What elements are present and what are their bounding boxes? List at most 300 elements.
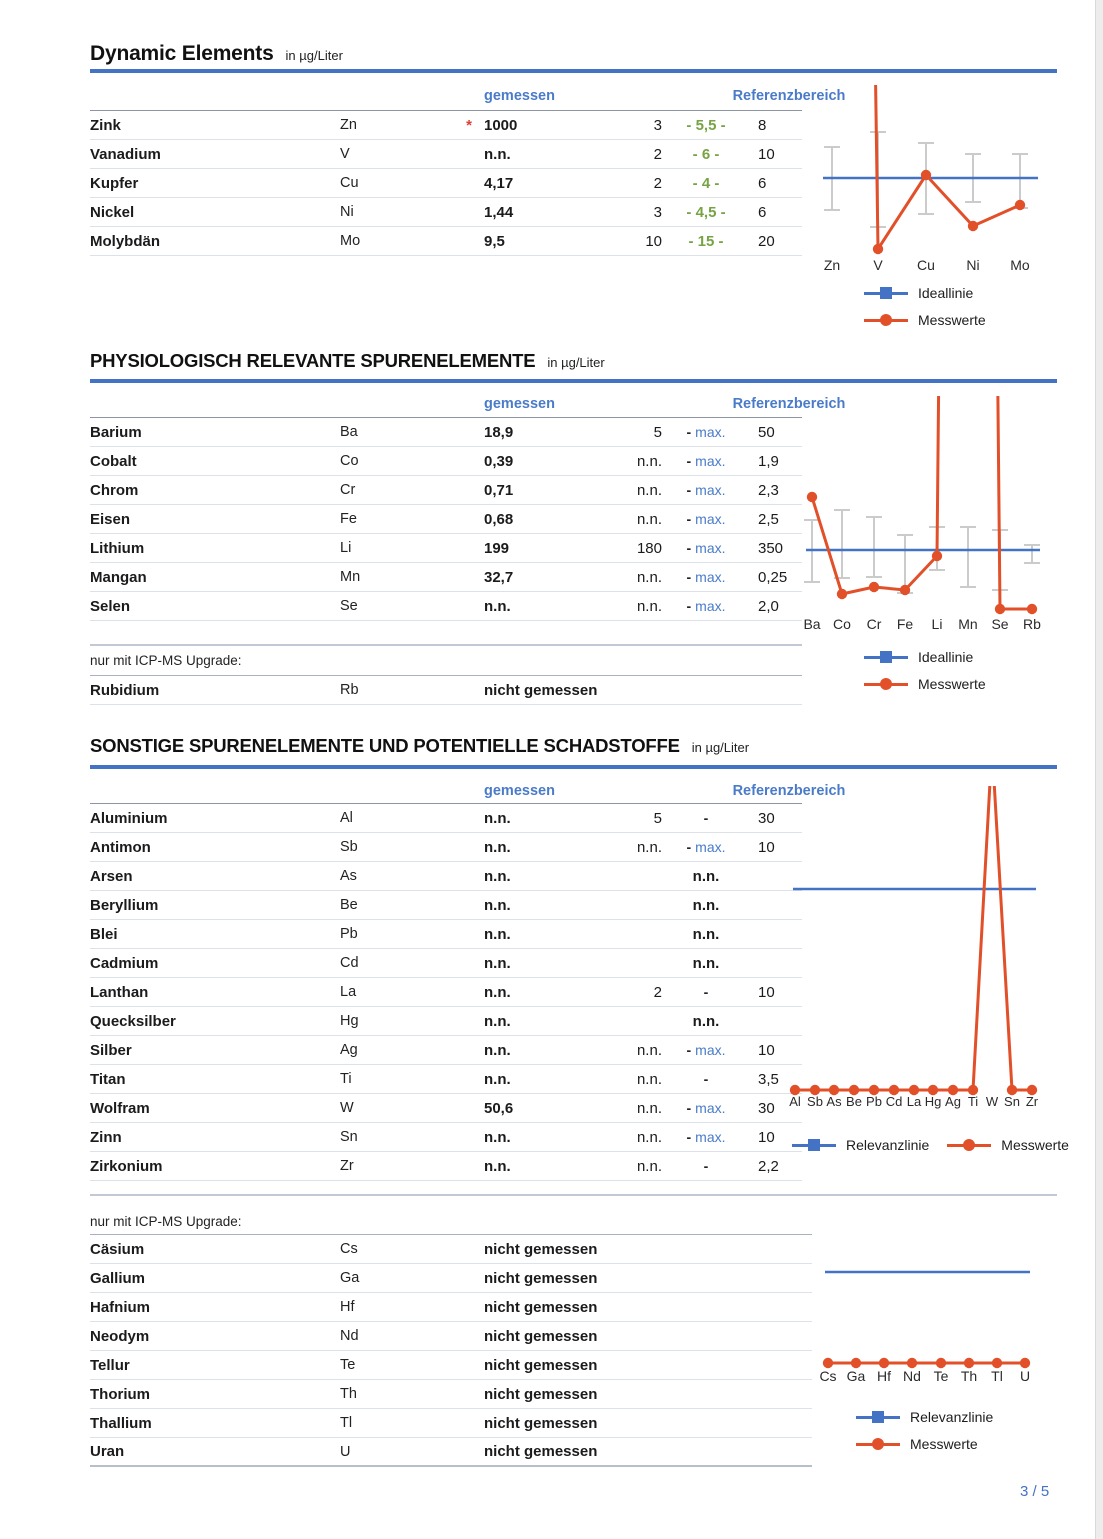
ref-dash: - (703, 1158, 709, 1174)
section-rule (90, 379, 1057, 383)
measured-value: 18,9 (484, 423, 514, 441)
ref-mid (662, 955, 750, 972)
element-symbol: As (340, 868, 357, 884)
measured-value: 1000 (484, 116, 518, 134)
measure-point (837, 589, 847, 599)
measure-point (851, 1358, 861, 1368)
ref-dash: - (686, 424, 692, 440)
ref-min: 3 (653, 116, 662, 134)
section-title-sonstige (90, 735, 749, 757)
element-name: Wolfram (90, 1099, 150, 1117)
ref-max: 3,5 (758, 1070, 779, 1088)
ref-max: 8 (758, 116, 767, 134)
chart-physiologisch (798, 396, 1048, 641)
legend-label: Messwerte (918, 312, 986, 328)
table-row (90, 1438, 812, 1467)
category-label: Tl (991, 1368, 1003, 1384)
separator-full (90, 1194, 1057, 1196)
element-name: Arsen (90, 867, 133, 885)
table-row (90, 447, 802, 476)
measure-point (1027, 604, 1037, 614)
ref-dash: - (703, 810, 709, 826)
category-label: Pb (866, 1094, 882, 1109)
element-symbol: Rb (340, 682, 359, 698)
ref-ideal-value: - 6 - (692, 145, 720, 163)
legend-label: Messwerte (910, 1436, 978, 1452)
element-symbol: Th (340, 1386, 357, 1402)
measure-point (995, 604, 1005, 614)
ref-max-label: max. (695, 511, 726, 527)
element-symbol: Zr (340, 1158, 354, 1174)
ref-mid (662, 1071, 750, 1087)
table-header-physiologisch (90, 396, 846, 418)
ref-max: 50 (758, 423, 775, 441)
measure-point (1020, 1358, 1030, 1368)
ref-max: 1,9 (758, 452, 779, 470)
measured-value: nicht gemessen (484, 1240, 598, 1258)
ref-min: n.n. (636, 838, 662, 856)
ref-nn-value: n.n. (692, 896, 720, 914)
legend-line-blue (792, 1144, 836, 1147)
legend-line-blue (864, 292, 908, 295)
ref-min: n.n. (636, 481, 662, 499)
category-label: Cd (885, 1094, 903, 1109)
ref-mid (662, 839, 750, 855)
measured-value: nicht gemessen (484, 1443, 598, 1460)
table-row (90, 949, 802, 978)
element-name: Aluminium (90, 809, 168, 827)
ref-mid (662, 868, 750, 885)
icpms-note: nur mit ICP-MS Upgrade: (90, 1214, 242, 1229)
measured-value: n.n. (484, 838, 511, 856)
circle-marker-icon (872, 1438, 884, 1450)
ref-mid (662, 926, 750, 943)
table-row (90, 1123, 802, 1152)
category-label: Zr (1025, 1094, 1039, 1109)
ref-dash: - (686, 1042, 692, 1058)
element-name: Mangan (90, 568, 147, 586)
element-name: Molybdän (90, 232, 160, 250)
table-physiologisch (90, 418, 802, 621)
legend-label: Ideallinie (918, 285, 974, 301)
section-title: SONSTIGE SPURENELEMENTE UND POTENTIELLE SCHADSTOFFE (90, 735, 680, 756)
section-rule (90, 765, 1057, 769)
square-marker-icon (880, 287, 892, 299)
ref-max-label: max. (695, 839, 726, 855)
table-row (90, 833, 802, 862)
table-row (90, 1351, 812, 1380)
element-name: Zirkonium (90, 1157, 163, 1175)
measure-point (921, 170, 931, 180)
category-label: Ba (803, 616, 821, 632)
ref-nn-value: n.n. (692, 954, 720, 972)
measure-point (1015, 200, 1025, 210)
ref-max: 10 (758, 1128, 775, 1146)
ref-mid (662, 233, 750, 250)
table-sonstige (90, 804, 802, 1181)
measured-value: n.n. (484, 983, 511, 1001)
unit-label: in µg/Liter (547, 355, 605, 370)
ref-max: 2,2 (758, 1157, 779, 1175)
ref-dash: - (686, 839, 692, 855)
measure-point (807, 492, 817, 502)
ref-dash: - (703, 1071, 709, 1087)
measure-point (936, 1358, 946, 1368)
legend-item (856, 1435, 993, 1453)
ref-mid (662, 540, 750, 556)
column-header-measured: gemessen (484, 783, 555, 799)
measure-point (823, 1358, 833, 1368)
category-label: Nd (903, 1368, 921, 1384)
table-icpms-rubidium (90, 676, 802, 705)
table-header-sonstige (90, 783, 846, 805)
table-row (90, 476, 802, 505)
category-label: Ti (967, 1094, 979, 1109)
element-symbol: Ti (340, 1071, 352, 1087)
measured-value: n.n. (484, 1070, 511, 1088)
section-title: PHYSIOLOGISCH RELEVANTE SPURENELEMENTE (90, 350, 536, 371)
ref-max-label: max. (695, 1129, 726, 1145)
legend-item (864, 648, 986, 666)
table-icpms-sonstige (90, 1235, 812, 1467)
element-name: Kupfer (90, 174, 139, 192)
element-symbol: Fe (340, 511, 357, 527)
measure-point (879, 1358, 889, 1368)
category-label: Cu (917, 257, 935, 273)
measure-line (795, 786, 1032, 1090)
table-row (90, 1235, 812, 1264)
ref-min: 5 (653, 809, 662, 827)
legend-item (856, 1408, 993, 1426)
element-name: Beryllium (90, 896, 159, 914)
section-title-physiologisch (90, 350, 605, 372)
measured-value: 199 (484, 539, 510, 557)
table-row (90, 862, 802, 891)
measured-value: nicht gemessen (484, 1414, 598, 1432)
legend-label: Ideallinie (918, 649, 974, 665)
element-symbol: Nd (340, 1328, 359, 1344)
page-title: Dynamic Elements (90, 42, 274, 65)
column-header-measured: gemessen (484, 396, 555, 412)
column-header-reference: Referenzbereich (732, 396, 846, 412)
ref-mid (662, 1013, 750, 1030)
category-label: Al (789, 1094, 801, 1109)
measured-value: 0,39 (484, 452, 514, 470)
element-name: Uran (90, 1443, 125, 1460)
ref-min: n.n. (636, 1041, 662, 1059)
measure-point (964, 1358, 974, 1368)
element-symbol: Ba (340, 424, 358, 440)
measure-point (900, 585, 910, 595)
element-symbol: Co (340, 453, 359, 469)
ref-max: 30 (758, 809, 775, 827)
element-name: Rubidium (90, 681, 160, 699)
ref-ideal-value: - 5,5 - (686, 116, 726, 134)
separator (90, 644, 802, 646)
table-row (90, 891, 802, 920)
element-name: Vanadium (90, 145, 161, 163)
table-header-dynamic (90, 88, 846, 110)
ref-min: n.n. (636, 1070, 662, 1088)
table-row (90, 505, 802, 534)
measured-value: n.n. (484, 1012, 511, 1030)
ref-dash: - (686, 598, 692, 614)
ref-ideal-value: - 4,5 - (686, 203, 726, 221)
ref-max-label: max. (695, 424, 726, 440)
table-row (90, 1007, 802, 1036)
element-symbol: Cs (340, 1241, 358, 1257)
page-right-edge (1095, 0, 1103, 1539)
ref-min: n.n. (636, 597, 662, 615)
ref-min: n.n. (636, 1099, 662, 1117)
ref-dash: - (686, 1100, 692, 1116)
element-name: Chrom (90, 481, 139, 499)
element-symbol: Se (340, 598, 358, 614)
measured-value: n.n. (484, 809, 511, 827)
ref-dash: - (686, 482, 692, 498)
measured-value: n.n. (484, 896, 511, 914)
category-label: Li (931, 616, 943, 632)
element-symbol: Hg (340, 1013, 359, 1029)
legend-line-red (864, 319, 908, 322)
element-name: Hafnium (90, 1298, 150, 1316)
ref-dash: - (686, 569, 692, 585)
table-row (90, 804, 802, 833)
legend-line-red (864, 683, 908, 686)
category-label: Cs (819, 1368, 837, 1384)
ref-ideal-value: - 15 - (688, 232, 724, 250)
ref-mid (662, 1158, 750, 1174)
category-label: Sn (1004, 1094, 1020, 1109)
section-rule (90, 69, 1057, 73)
category-label: V (873, 257, 883, 273)
element-name: Nickel (90, 203, 135, 221)
ref-min: 2 (653, 983, 662, 1001)
element-symbol: V (340, 146, 350, 162)
measure-point (932, 551, 942, 561)
element-symbol: Tl (340, 1415, 353, 1431)
ref-max: 6 (758, 174, 767, 192)
column-header-measured: gemessen (484, 88, 555, 104)
ref-mid (662, 511, 750, 527)
element-symbol: Al (340, 810, 353, 826)
legend-label: Relevanzlinie (846, 1137, 930, 1153)
table-row (90, 676, 802, 705)
unit-label: in µg/Liter (285, 48, 343, 63)
ref-mid (662, 204, 750, 221)
measured-value: n.n. (484, 597, 511, 615)
ref-ideal-value: - 4 - (692, 174, 720, 192)
legend-label: Messwerte (1001, 1137, 1069, 1153)
ref-mid (662, 482, 750, 498)
ref-nn-value: n.n. (692, 925, 720, 943)
measure-point (992, 1358, 1002, 1368)
measured-value: n.n. (484, 1041, 511, 1059)
element-symbol: Ga (340, 1270, 360, 1286)
measured-value: nicht gemessen (484, 1298, 598, 1316)
flag-marker: * (466, 116, 472, 134)
element-name: Silber (90, 1041, 132, 1059)
ref-dash: - (703, 984, 709, 1000)
table-row (90, 1409, 812, 1438)
ref-max-label: max. (695, 540, 726, 556)
element-symbol: W (340, 1100, 354, 1116)
table-row (90, 1036, 802, 1065)
element-name: Neodym (90, 1327, 150, 1345)
ref-max: 2,0 (758, 597, 779, 615)
ref-mid (662, 1042, 750, 1058)
category-label: Cr (866, 616, 882, 632)
legend-item (947, 1136, 1069, 1154)
table-row (90, 1380, 812, 1409)
table-row (90, 978, 802, 1007)
table-row (90, 140, 802, 169)
table-row (90, 1322, 812, 1351)
element-symbol: La (340, 984, 357, 1000)
category-label: W (985, 1094, 999, 1109)
circle-marker-icon (963, 1139, 975, 1151)
element-symbol: Cr (340, 482, 356, 498)
measured-value: nicht gemessen (484, 1327, 598, 1345)
legend-line-blue (856, 1416, 900, 1419)
element-name: Titan (90, 1070, 126, 1088)
ref-min: 2 (653, 145, 662, 163)
category-label: Ni (966, 257, 980, 273)
measure-point (907, 1358, 917, 1368)
legend-icpms (856, 1408, 993, 1453)
element-name: Eisen (90, 510, 131, 528)
legend-item (864, 284, 986, 302)
ref-min: 2 (653, 174, 662, 192)
ref-nn-value: n.n. (692, 1012, 720, 1030)
table-dynamic-elements (90, 111, 802, 256)
table-row (90, 418, 802, 447)
ref-max: 2,5 (758, 510, 779, 528)
element-symbol: Mn (340, 569, 361, 585)
ref-max: 10 (758, 145, 775, 163)
table-row (90, 1094, 802, 1123)
element-symbol: Ni (340, 204, 354, 220)
legend-item (864, 311, 986, 329)
category-label: Ga (846, 1368, 866, 1384)
ref-dash: - (686, 540, 692, 556)
measured-value: n.n. (484, 954, 511, 972)
measure-point (873, 244, 883, 254)
table-row (90, 227, 802, 256)
element-symbol: Be (340, 897, 358, 913)
category-label: Zn (823, 257, 841, 273)
measured-value: nicht gemessen (484, 1356, 598, 1374)
measured-value: 1,44 (484, 203, 514, 221)
table-row (90, 563, 802, 592)
legend-item (864, 675, 986, 693)
category-label: Th (960, 1368, 978, 1384)
ref-min: 5 (653, 423, 662, 441)
measured-value: n.n. (484, 1157, 511, 1175)
table-row (90, 1264, 812, 1293)
category-label: Mn (958, 616, 978, 632)
element-symbol: Sn (340, 1129, 358, 1145)
ref-dash: - (686, 1129, 692, 1145)
element-symbol: Hf (340, 1299, 355, 1315)
measured-value: 32,7 (484, 568, 514, 586)
element-name: Cadmium (90, 954, 159, 972)
table-row (90, 534, 802, 563)
ref-mid (662, 897, 750, 914)
ref-min: n.n. (636, 510, 662, 528)
table-row (90, 111, 802, 140)
ref-max-label: max. (695, 598, 726, 614)
table-row (90, 1065, 802, 1094)
measured-value: n.n. (484, 1128, 511, 1146)
category-label: La (906, 1094, 922, 1109)
ref-max-label: max. (695, 1100, 726, 1116)
ref-mid (662, 598, 750, 614)
category-label: As (826, 1094, 842, 1109)
ref-max: 2,3 (758, 481, 779, 499)
category-label: Hg (924, 1094, 942, 1109)
table-row (90, 920, 802, 949)
element-symbol: Li (340, 540, 352, 556)
square-marker-icon (808, 1139, 820, 1151)
ref-mid (662, 453, 750, 469)
measured-value: n.n. (484, 145, 511, 163)
measured-value: 0,71 (484, 481, 514, 499)
measured-value: 0,68 (484, 510, 514, 528)
category-label: Te (933, 1368, 949, 1384)
ref-min: 3 (653, 203, 662, 221)
ref-min: 180 (636, 539, 662, 557)
element-symbol: Mo (340, 233, 361, 249)
element-name: Cäsium (90, 1240, 145, 1258)
measured-value: 50,6 (484, 1099, 514, 1117)
element-name: Tellur (90, 1356, 130, 1374)
legend-label: Messwerte (918, 676, 986, 692)
column-header-reference: Referenzbereich (732, 783, 846, 799)
category-label: Fe (896, 616, 914, 632)
ref-max-label: max. (695, 482, 726, 498)
category-label: Mo (1010, 257, 1030, 273)
measured-value: 4,17 (484, 174, 514, 192)
legend-sonstige (792, 1136, 1069, 1154)
ref-min: n.n. (636, 452, 662, 470)
table-row (90, 169, 802, 198)
ref-max: 0,25 (758, 568, 788, 586)
legend-item (792, 1136, 929, 1154)
ref-max: 6 (758, 203, 767, 221)
category-label: Sb (807, 1094, 823, 1109)
element-symbol: Pb (340, 926, 358, 942)
table-row (90, 592, 802, 621)
element-symbol: U (340, 1443, 351, 1460)
category-label: Rb (1023, 616, 1041, 632)
legend-dynamic-elements (864, 284, 986, 329)
legend-label: Relevanzlinie (910, 1409, 994, 1425)
measured-value: 9,5 (484, 232, 505, 250)
column-header-reference: Referenzbereich (732, 88, 846, 104)
chart-dynamic-elements (808, 85, 1048, 280)
ref-max: 30 (758, 1099, 775, 1117)
element-name: Selen (90, 597, 131, 615)
ref-max-label: max. (695, 453, 726, 469)
element-name: Cobalt (90, 452, 137, 470)
element-name: Zinn (90, 1128, 122, 1146)
ref-mid (662, 424, 750, 440)
table-row (90, 1293, 812, 1322)
ref-min: n.n. (636, 568, 662, 586)
element-symbol: Sb (340, 839, 358, 855)
page-number: 3 / 5 (1020, 1483, 1050, 1500)
